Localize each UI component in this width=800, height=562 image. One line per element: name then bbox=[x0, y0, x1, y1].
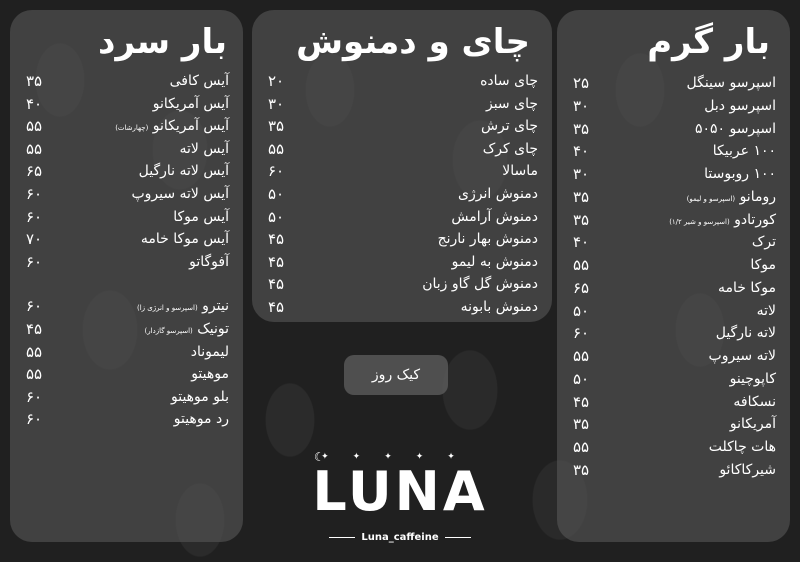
item-price: ۳۰ bbox=[268, 94, 285, 113]
item-price: ۶۰ bbox=[26, 184, 43, 203]
item-name: نیترو bbox=[202, 298, 229, 315]
list-item bbox=[10, 295, 243, 318]
list-item bbox=[557, 459, 790, 482]
list-item bbox=[557, 209, 790, 232]
list-item bbox=[557, 322, 790, 345]
list-item bbox=[252, 251, 552, 274]
item-price: ۶۰ bbox=[26, 297, 43, 316]
item-price: ۵۰ bbox=[268, 184, 285, 203]
item-price: ۵۵ bbox=[26, 139, 43, 158]
item-price: ۶۰ bbox=[26, 387, 43, 406]
item-price: ۵۰ bbox=[573, 301, 590, 320]
item-name: چای سبز bbox=[485, 95, 538, 112]
item-price: ۶۰ bbox=[26, 207, 43, 226]
item-name: چای ترش bbox=[480, 118, 538, 135]
item-name-with-note bbox=[687, 186, 776, 210]
item-name-with-note bbox=[669, 209, 776, 233]
item-price: ۴۰ bbox=[573, 142, 590, 161]
list-item bbox=[252, 183, 552, 206]
item-price: ۵۵ bbox=[573, 347, 590, 365]
item-name: آیس موکا خامه bbox=[140, 231, 229, 248]
list-item bbox=[10, 408, 243, 431]
list-item bbox=[10, 251, 243, 274]
item-price: ۴۰ bbox=[26, 94, 43, 113]
item-name: موهیتو bbox=[191, 366, 229, 383]
item-note: (چهارشات) bbox=[115, 124, 149, 133]
item-price: ۵۰ bbox=[268, 207, 285, 226]
item-note: (اسپرسو و شیر ۱/۲) bbox=[669, 217, 730, 226]
list-item bbox=[557, 163, 790, 186]
item-price: ۳۵ bbox=[573, 415, 590, 434]
item-name: دمنوش به لیمو bbox=[451, 253, 538, 270]
item-name: ۱۰۰ روبوستا bbox=[704, 166, 776, 182]
list-item bbox=[557, 277, 790, 300]
list-item bbox=[10, 363, 243, 386]
item-name: بلو موهیتو bbox=[170, 388, 229, 405]
item-name: چای کرک bbox=[482, 140, 538, 157]
item-name: موکا bbox=[750, 257, 776, 273]
item-name: کاپوچینو bbox=[729, 370, 776, 387]
item-note: (اسپرسو و انرژی زا) bbox=[136, 304, 198, 313]
list-item bbox=[10, 341, 243, 364]
item-name: آیس لاته سیروپ bbox=[131, 185, 229, 202]
list-item bbox=[252, 228, 552, 251]
item-name: دمنوش انرژی bbox=[458, 185, 538, 202]
brand-logo bbox=[300, 452, 500, 542]
list-item bbox=[557, 368, 790, 391]
list-item bbox=[557, 186, 790, 209]
item-note: (اسپرسو و لیمو) bbox=[686, 194, 736, 203]
tea-bar-panel bbox=[252, 10, 552, 322]
item-price: ۳۵ bbox=[573, 187, 590, 206]
list-item bbox=[557, 118, 790, 141]
hot-bar-panel bbox=[557, 10, 790, 542]
list-item bbox=[252, 273, 552, 296]
stars-icon: ✦✦✦✦✦ bbox=[321, 452, 479, 462]
item-price: ۴۵ bbox=[268, 275, 285, 294]
list-item bbox=[557, 72, 790, 95]
item-price: ۶۰ bbox=[573, 324, 590, 343]
item-name: ترک bbox=[751, 234, 776, 251]
list-item bbox=[557, 391, 790, 414]
item-price: ۴۰ bbox=[573, 233, 590, 252]
list-item bbox=[252, 296, 552, 319]
item-price: ۳۵ bbox=[573, 460, 590, 479]
item-price: ۳۵ bbox=[573, 119, 590, 138]
item-price: ۳۰ bbox=[573, 165, 590, 183]
item-price: ۶۵ bbox=[26, 162, 43, 181]
item-name-with-note bbox=[145, 318, 229, 342]
item-price: ۵۵ bbox=[26, 117, 43, 136]
item-price: ۶۰ bbox=[26, 252, 43, 271]
list-item bbox=[557, 345, 790, 368]
item-name: آمریکانو bbox=[729, 416, 776, 433]
item-name: آیس کافی bbox=[169, 73, 229, 89]
item-price: ۴۵ bbox=[268, 252, 285, 271]
item-price: ۴۵ bbox=[573, 392, 590, 411]
cold-bar-panel bbox=[10, 10, 243, 542]
item-name: دمنوش بهار نارنج bbox=[437, 231, 538, 248]
item-name: آیس موکا bbox=[173, 208, 229, 225]
item-price: ۳۵ bbox=[26, 72, 43, 90]
list-item bbox=[10, 206, 243, 229]
brand-name: LUNA bbox=[312, 460, 488, 523]
list-item bbox=[252, 206, 552, 229]
list-item bbox=[10, 183, 243, 206]
item-name: موکا خامه bbox=[717, 279, 776, 296]
item-name-with-note bbox=[115, 115, 229, 139]
list-item bbox=[10, 318, 243, 341]
item-price: ۳۵ bbox=[573, 210, 590, 229]
list-item bbox=[10, 160, 243, 183]
list-item bbox=[252, 115, 552, 138]
list-item bbox=[252, 70, 552, 93]
cake-of-the-day-badge: کیک روز bbox=[344, 355, 448, 395]
list-item bbox=[10, 138, 243, 161]
item-name: آیس لاته bbox=[179, 140, 229, 157]
item-name: آیس آمریکانو bbox=[152, 95, 229, 112]
item-price: ۵۵ bbox=[268, 139, 285, 158]
item-name: آفوگاتو bbox=[189, 253, 229, 270]
list-item bbox=[10, 70, 243, 93]
list-item bbox=[557, 254, 790, 277]
cold-bar-title: بار سرد bbox=[98, 22, 227, 62]
list-item bbox=[252, 93, 552, 116]
item-price: ۵۵ bbox=[573, 256, 590, 274]
item-name: دمنوش آرامش bbox=[451, 208, 538, 225]
item-name: اسپرسو ۵۰۵۰ bbox=[694, 120, 776, 137]
item-name: نسکافه bbox=[733, 393, 776, 410]
item-name: اسپرسو سینگل bbox=[686, 75, 776, 91]
list-item bbox=[252, 160, 552, 183]
item-price: ۷۰ bbox=[26, 230, 43, 249]
item-name: آیس لاته نارگیل bbox=[138, 163, 229, 180]
list-item bbox=[252, 138, 552, 161]
item-name: هات چاکلت bbox=[708, 439, 776, 455]
list-item bbox=[10, 115, 243, 138]
item-price: ۴۵ bbox=[26, 319, 43, 338]
item-price: ۳۰ bbox=[573, 96, 590, 115]
item-price: ۳۵ bbox=[268, 117, 285, 136]
list-item bbox=[557, 95, 790, 118]
list-item bbox=[10, 228, 243, 251]
list-item bbox=[557, 436, 790, 459]
list-item bbox=[557, 300, 790, 323]
item-price: ۶۰ bbox=[26, 410, 43, 429]
list-spacer bbox=[10, 273, 243, 295]
item-name: تونیک bbox=[197, 320, 229, 337]
item-price: ۵۵ bbox=[573, 438, 590, 456]
list-item bbox=[10, 386, 243, 409]
item-name: اسپرسو دبل bbox=[704, 97, 776, 114]
item-name: کورتادو bbox=[734, 211, 776, 228]
item-price: ۶۵ bbox=[573, 278, 590, 297]
item-price: ۵۵ bbox=[26, 365, 43, 384]
item-name: لاته سیروپ bbox=[708, 348, 776, 364]
item-name: چای ساده bbox=[480, 73, 538, 89]
item-price: ۴۵ bbox=[268, 297, 285, 316]
item-price: ۲۰ bbox=[268, 72, 285, 90]
item-price: ۲۵ bbox=[573, 74, 590, 92]
item-price: ۴۵ bbox=[268, 230, 285, 249]
hot-bar-list bbox=[557, 72, 790, 482]
item-note: (اسپرسو گازدار) bbox=[144, 326, 193, 335]
item-name: دمنوش بابونه bbox=[460, 298, 538, 315]
item-name: ماسالا bbox=[502, 163, 538, 180]
item-price: ۵۵ bbox=[26, 342, 43, 361]
item-name: رد موهیتو bbox=[173, 411, 229, 428]
cold-bar-list bbox=[10, 70, 243, 431]
item-name: ۱۰۰ عربیکا bbox=[712, 143, 776, 160]
item-name-with-note bbox=[137, 295, 229, 319]
tea-bar-title: چای و دمنوش bbox=[296, 22, 530, 62]
list-item bbox=[557, 140, 790, 163]
item-name: شیرکاکائو bbox=[719, 461, 776, 478]
crescent-moon-icon: ☾ bbox=[314, 450, 325, 464]
item-name: آیس آمریکانو bbox=[152, 118, 229, 135]
item-price: ۶۰ bbox=[268, 162, 285, 181]
list-item bbox=[10, 93, 243, 116]
tea-bar-list bbox=[252, 70, 552, 319]
item-name: رومانو bbox=[739, 188, 776, 205]
item-price: ۵۰ bbox=[573, 369, 590, 388]
item-name: لاته bbox=[756, 302, 776, 319]
item-name: لاته نارگیل bbox=[715, 325, 776, 342]
hot-bar-title: بار گرم bbox=[647, 22, 770, 62]
item-name: دمنوش گل گاو زبان bbox=[422, 276, 538, 293]
item-name: لیموناد bbox=[190, 343, 229, 360]
list-item bbox=[557, 231, 790, 254]
brand-tagline: Luna_caffeine bbox=[300, 532, 500, 543]
list-item bbox=[557, 413, 790, 436]
